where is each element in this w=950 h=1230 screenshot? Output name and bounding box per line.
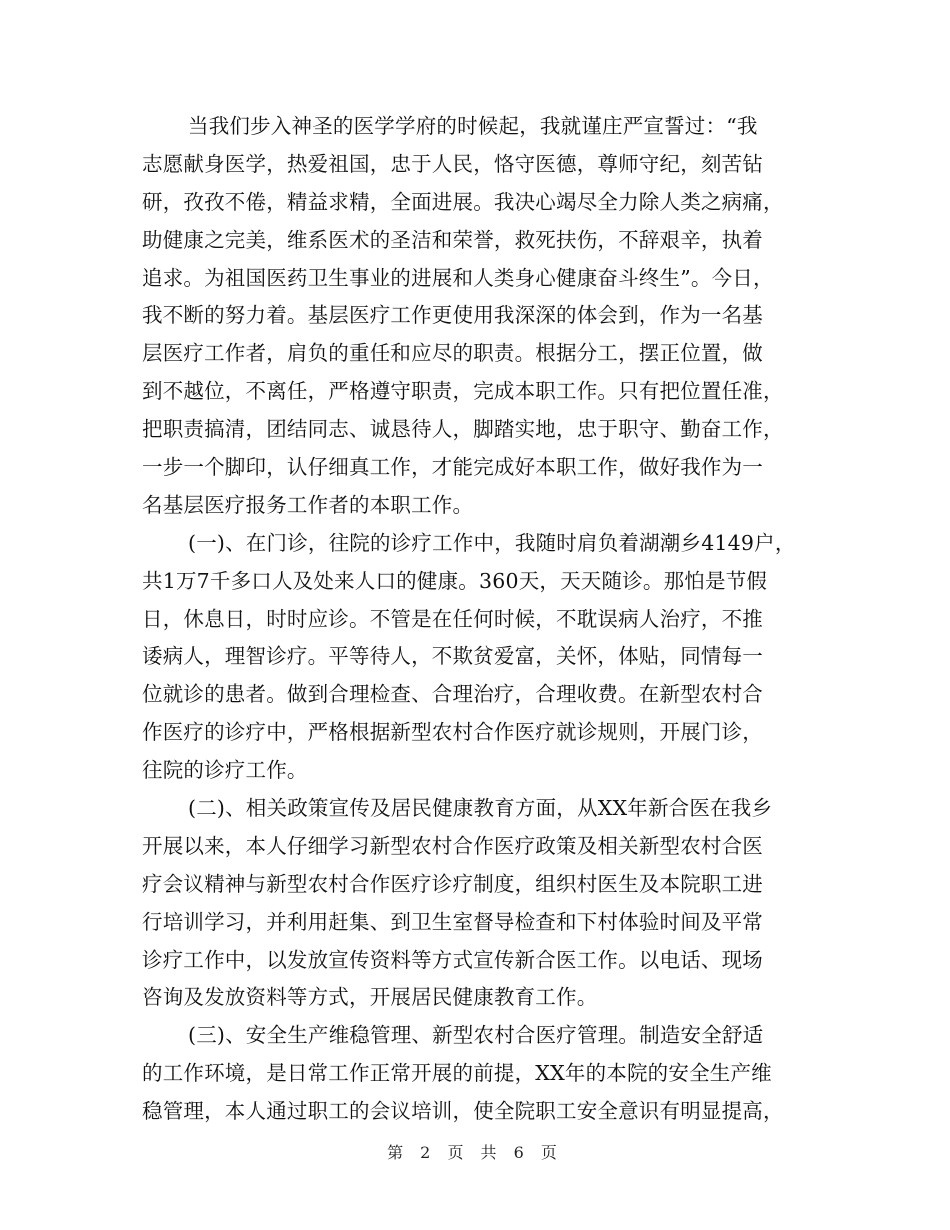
text-line: 行培训学习，并利用赶集、到卫生室督导检查和下村体验时间及平常 <box>142 909 763 934</box>
text-line: 志愿献身医学，热爱祖国，忠于人民，恪守医德，尊师守纪，刻苦钻 <box>142 151 763 176</box>
text-line: 名基层医疗报务工作者的本职工作。 <box>142 492 474 517</box>
text-line: 日，休息日，时时应诊。不管是在任何时候，不耽误病人治疗，不推 <box>142 606 763 631</box>
text-line: 层医疗工作者，肩负的重任和应尽的职责。根据分工，摆正位置，做 <box>142 341 763 366</box>
text-line: 一步一个脚印，认仔细真工作，才能完成好本职工作，做好我作为一 <box>142 455 763 480</box>
text-line: 共1万7千多口人及处来人口的健康。360天，天天随诊。那怕是节假 <box>142 568 768 593</box>
text-line: (一)、在门诊，往院的诊疗工作中，我随时肩负着湖潮乡4149户， <box>188 530 796 555</box>
page-footer: 第 2 页 共 6 页 <box>387 1143 563 1162</box>
body-text <box>142 108 822 1131</box>
text-line: 诊疗工作中，以发放宣传资料等方式宣传新合医工作。以电话、现场 <box>142 947 763 972</box>
text-line: 开展以来，本人仔细学习新型农村合作医疗政策及相关新型农村合医 <box>142 833 763 858</box>
text-line: (二)、相关政策宣传及居民健康教育方面，从XX年新合医在我乡 <box>188 796 773 821</box>
text-line: (三)、安全生产维稳管理、新型农村合医疗管理。制造安全舒适 <box>188 1023 764 1048</box>
text-line: 疗会议精神与新型农村合作医疗诊疗制度，组织村医生及本院职工进 <box>142 871 763 896</box>
text-line: 稳管理，本人通过职工的会议培训，使全院职工安全意识有明显提高， <box>142 1099 784 1124</box>
text-line: 的工作环境，是日常工作正常开展的前提，XX年的本院的安全生产维 <box>142 1061 772 1086</box>
text-line: 助健康之完美，维系医术的圣洁和荣誉，救死扶伤，不辞艰辛，执着 <box>142 227 763 252</box>
text-line: 当我们步入神圣的医学学府的时候起，我就谨庄严宣誓过：“我 <box>188 114 758 138</box>
text-line: 位就诊的患者。做到合理检查、合理治疗，合理收费。在新型农村合 <box>142 682 763 707</box>
text-line: 到不越位，不离任，严格遵守职责，完成本职工作。只有把位置任准， <box>142 379 784 404</box>
text-line: 诿病人，理智诊疗。平等待人，不欺贫爱富，关怀，体贴，同情每一 <box>142 644 763 669</box>
text-line: 作医疗的诊疗中，严格根据新型农村合作医疗就诊规则，开展门诊， <box>142 720 763 745</box>
text-line: 咨询及发放资料等方式，开展居民健康教育工作。 <box>142 985 598 1010</box>
text-line: 把职责搞清，团结同志、诚恳待人，脚踏实地，忠于职守、勤奋工作， <box>142 417 784 442</box>
text-line: 研，孜孜不倦，精益求精，全面进展。我决心竭尽全力除人类之病痛， <box>142 189 784 214</box>
text-line: 往院的诊疗工作。 <box>142 758 308 783</box>
text-line: 我不断的努力着。基层医疗工作更使用我深深的体会到，作为一名基 <box>142 303 763 328</box>
text-line: 追求。为祖国医药卫生事业的进展和人类身心健康奋斗终生”。今日， <box>142 265 774 290</box>
